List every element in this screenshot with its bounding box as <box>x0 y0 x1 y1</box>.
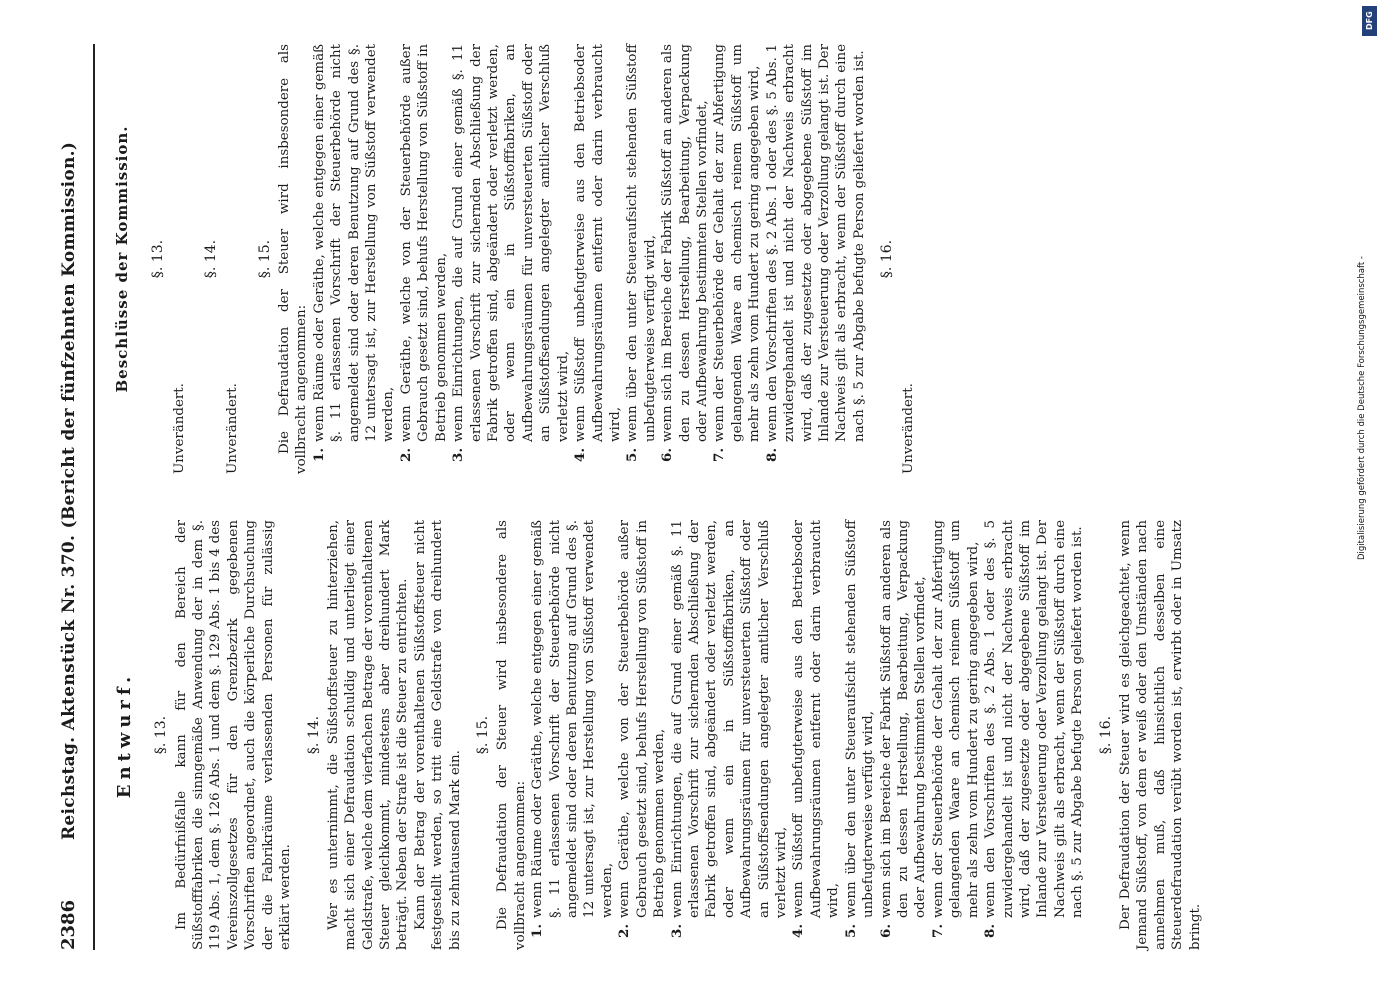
commission-list-item <box>764 44 869 474</box>
item-number: 1. <box>310 448 327 462</box>
commission-list-item <box>311 44 398 474</box>
item-text: wenn Süßstoff unbefugterweise aus den Betriebsoder Aufbewahrungsräumen entfernt oder darin verbraucht wird, <box>573 44 623 442</box>
item-number: 3. <box>450 448 467 462</box>
item-text: wenn der Steuerbehörde der Gehalt der zur Abfertigung gelangenden Waare an chemisch reinem Süßstoff um mehr als zehn vom Hundert zu gering angegeben wird, <box>930 520 981 918</box>
commission-list-item <box>398 44 450 474</box>
draft-section-title: §. 15. <box>475 715 492 755</box>
section-13-title: §. 13. <box>149 239 166 279</box>
item-number: 7. <box>711 448 728 462</box>
draft-list-item <box>982 520 1087 950</box>
draft-section-title: §. 13. <box>153 715 170 755</box>
section-15-items <box>311 44 869 474</box>
item-text: wenn Süßstoff unbefugterweise aus den Betriebsoder Aufbewahrungsräumen entfernt oder darin verbraucht wird, <box>791 520 842 918</box>
item-text: wenn Einrichtungen, die auf Grund einer gemäß §. 11 erlassenen Vorschrift zur sichernden Abschließung der Fabrik getroffen sind, abgeändert oder verletzt werden, oder wenn ein in Süßstofffabriken, an Aufbewahrungsräumen für unversteuerten Süßstoff oder an Süßstoffsendungen angelegter amtlicher Verschluß verletzt wird, <box>451 44 571 442</box>
item-number: 8. <box>982 924 999 938</box>
draft-column <box>101 520 1204 950</box>
item-text: wenn Räume oder Geräthe, welche entgegen einer gemäß §. 11 erlassenen Vorschrift der Steuerbehörde nicht angemeldet sind oder deren Benutzung auf Grund des §. 12 untersagt ist, zur Herstellung von Süßstoff verwendet werden, <box>530 520 615 918</box>
item-number: 3. <box>668 924 685 938</box>
draft-item-list <box>529 520 1087 950</box>
item-text: wenn Räume oder Geräthe, welche entgegen einer gemäß §. 11 erlassenen Vorschrift der Steuerbehörde nicht angemeldet sind oder deren Benutzung auf Grund des §. 12 untersagt ist, zur Herstellung von Süßstoff verwendet werden, <box>311 44 397 442</box>
draft-paragraph: Der Defraudation der Steuer wird es gleichgeachtet, wenn Jemand Süßstoff, von dem er weiß oder den Umständen nach annehmen muß, daß hinsichtlich desselben eine Steuerdefraudation verübt worden ist, erwirbt oder in Umsatz bringt. <box>1117 520 1203 950</box>
item-number: 2. <box>616 924 633 938</box>
draft-list-item <box>616 520 668 950</box>
item-number: 6. <box>877 924 894 938</box>
item-number: 5. <box>624 448 641 462</box>
draft-list-item <box>878 520 930 950</box>
draft-section-title: §. 16. <box>1097 715 1114 755</box>
section-14-title: §. 14. <box>203 239 220 279</box>
two-column-body <box>101 44 1204 950</box>
draft-section-title: §. 14. <box>305 715 322 755</box>
item-number: 5. <box>842 924 859 938</box>
item-number: 8. <box>763 448 780 462</box>
commission-list-item <box>624 44 659 474</box>
draft-paragraph: Wer es unternimmt, die Süßstoffsteuer zu hinterziehen, macht sich einer Defraudation schuldig und unterliegt einer Geldstrafe, welche dem vierfachen Betrage der vorenthaltenen Steuer gleichkommt, mindestens aber dreihundert Mark beträgt. Neben der Strafe ist die Steuer zu entrichten. <box>325 520 411 950</box>
commission-list-item <box>572 44 624 474</box>
section-13-unchanged: Unverändert. <box>171 383 187 474</box>
commission-heading: Beschlüsse der Kommission. <box>113 125 131 393</box>
item-text: wenn den Vorschriften des §. 2 Abs. 1 oder des §. 5 Abs. 1 zuwidergehandelt ist und nicht der Nachweis erbracht wird, daß der zugesetzte oder abgegebene Süßstoff im Inlande zur Versteuerung oder Verzollung gelangt ist. Der Nachweis gilt als erbracht, wenn der Süßstoff durch eine nach §. 5 zur Abgabe befugte Person geliefert worden ist. <box>764 44 867 442</box>
commission-column <box>101 44 1204 474</box>
section-15-intro: Die Defraudation der Steuer wird insbesondere als vollbracht angenommen: <box>276 44 310 474</box>
header-rule <box>93 44 95 950</box>
item-text: wenn der Steuerbehörde der Gehalt der zur Abfertigung gelangenden Waare an chemisch reinem Süßstoff um mehr als zehn vom Hundert zu gering angegeben wird, <box>712 44 763 442</box>
page-header <box>58 44 90 950</box>
commission-list-item <box>450 44 572 474</box>
item-number: 4. <box>790 924 807 938</box>
item-number: 7. <box>929 924 946 938</box>
commission-list-item <box>711 44 763 474</box>
item-text: wenn Geräthe, welche von der Steuerbehörde außer Gebrauch gesetzt sind, behufs Herstellung von Süßstoff in Betrieb genommen werden, <box>398 44 449 442</box>
section-14-unchanged: Unverändert. <box>225 383 241 474</box>
running-title: Reichstag. Aktenstück Nr. 370. (Bericht der fünfzehnten Kommission.) <box>59 141 79 840</box>
draft-section-intro: Die Defraudation der Steuer wird insbesondere als vollbracht angenommen: <box>495 520 528 950</box>
item-text: wenn sich im Bereiche der Fabrik Süßstoff an anderen als den zu dessen Herstellung, Bearbeitung, Verpackung oder Aufbewahrung bestimmten Stellen vorfindet, <box>660 44 711 442</box>
draft-list-item <box>843 520 878 950</box>
page-number: 2386 <box>58 899 79 950</box>
section-16-title: §. 16. <box>879 239 896 279</box>
section-16-unchanged: Unverändert. <box>901 383 917 474</box>
section-15-title: §. 15. <box>256 239 273 279</box>
item-number: 1. <box>529 924 546 938</box>
draft-paragraph: Kann der Betrag der vorenthaltenen Süßstoffsteuer nicht festgestellt werden, so tritt eine Geldstrafe von dreihundert bis zu zehntausend Mark ein. <box>412 520 463 950</box>
item-number: 6. <box>659 448 676 462</box>
draft-paragraph: Im Bedürfnißfalle kann für den Bereich der Süßstofffabriken die sinngemäße Anwendung der in dem §. 119 Abs. 1, dem §. 126 Abs. 1 und dem §. 129 Abs. 1 bis 4 des Vereinszollgesetzes für den Grenzbezirk gegebenen Vorschriften angeordnet, auch die körperliche Durchsuchung der die Fabrikräume verlassenden Personen für zulässig erklärt werden. <box>173 520 294 950</box>
digitization-credit: Digitalisierung gefördert durch die Deutsche Forschungsgemeinschaft - <box>1357 256 1367 560</box>
draft-list-item <box>790 520 842 950</box>
item-number: 2. <box>397 448 414 462</box>
item-text: wenn Geräthe, welche von der Steuerbehörde außer Gebrauch gesetzt sind, behufs Herstellung von Süßstoff in Betrieb genommen werden, <box>617 520 668 918</box>
item-number: 4. <box>572 448 589 462</box>
item-text: wenn sich im Bereiche der Fabrik Süßstoff an anderen als den zu dessen Herstellung, Bearbeitung, Verpackung oder Aufbewahrung bestimmten Stellen vorfindet, <box>878 520 929 918</box>
dfg-logo: DFG <box>1362 6 1377 36</box>
draft-heading: Entwurf. <box>114 671 135 799</box>
commission-list-item <box>659 44 711 474</box>
draft-list-item <box>930 520 982 950</box>
item-text: wenn den Vorschriften des §. 2 Abs. 1 oder des §. 5 zuwidergehandelt ist und nicht der Nachweis erbracht wird, daß der zugesetzte oder abgegebene Süßstoff im Inlande zur Versteuerung oder Verzollung gelangt ist. Der Nachweis gilt als erbracht, wenn der Süßstoff durch eine nach §. 5 zur Abgabe befugte Person geliefert worden ist. <box>983 520 1086 918</box>
item-text: wenn über den unter Steueraufsicht stehenden Süßstoff unbefugterweise verfügt wird, <box>843 520 877 918</box>
item-text: wenn über den unter Steueraufsicht stehenden Süßstoff unbefugterweise verfügt wird, <box>625 44 658 442</box>
item-text: wenn Einrichtungen, die auf Grund einer gemäß §. 11 erlassenen Vorschrift zur sichernden Abschließung der Fabrik getroffen sind, abgeändert oder verletzt werden, oder wenn ein in Süßstofffabriken, an Aufbewahrungsräumen für unversteuerten Süßstoff oder an Süßstoffsendungen angelegter amtlicher Verschluß verletzt wird, <box>669 520 790 918</box>
draft-list-item <box>669 520 791 950</box>
draft-list-item <box>529 520 616 950</box>
